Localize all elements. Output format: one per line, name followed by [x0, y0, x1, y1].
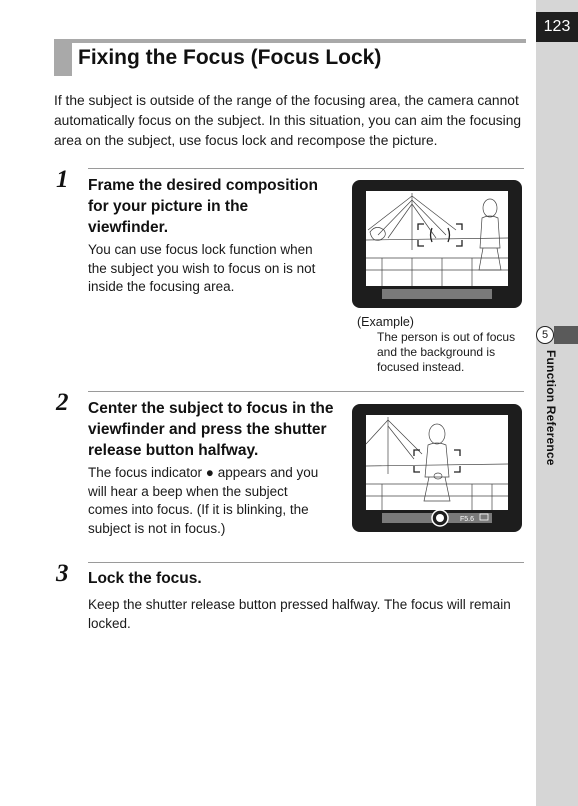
- step-1-rule: [88, 168, 524, 169]
- heading-accent: [54, 39, 72, 76]
- step-3-title: Lock the focus.: [88, 570, 202, 587]
- chapter-number: 5: [536, 326, 554, 344]
- caption-text: The person is out of focus and the background is focused instead.: [377, 330, 516, 374]
- step-2-title: Center the subject to focus in the viewfinder and press the shutter release button halfway.: [88, 400, 334, 459]
- viewfinder-example-2: [352, 404, 522, 532]
- step-1-title: Frame the desired composition for your picture in the viewfinder.: [88, 177, 318, 236]
- caption-title: (Example): [357, 315, 414, 329]
- step-3-body: Keep the shutter release button pressed halfway. The focus will remain locked.: [88, 597, 511, 631]
- step-3-number: 3: [56, 560, 69, 587]
- chapter-bar: [554, 326, 578, 344]
- viewfinder-example-1: [352, 180, 522, 308]
- step-3-rule: [88, 562, 524, 563]
- step-1-body: You can use focus lock function when the subject you wish to focus on is not inside the focusing area.: [88, 242, 316, 294]
- step-1-number: 1: [56, 166, 69, 193]
- page-title: Fixing the Focus (Focus Lock): [78, 46, 382, 69]
- aperture-readout: F5.6: [460, 516, 475, 523]
- step-2-body: The focus indicator ● appears and you will hear a beep when the subject comes into focus. (If it is blinking, the subject is not in focus.): [88, 465, 319, 536]
- chapter-label: Function Reference: [544, 350, 558, 466]
- step-2-rule: [88, 391, 524, 392]
- intro-paragraph: If the subject is outside of the range of the focusing area, the camera cannot automatically focus on the subject. In this situation, you can aim the focusing area on the subject, use focus lock and recompose the picture.: [54, 93, 522, 148]
- page-number: 123: [536, 12, 578, 42]
- heading-rule: [54, 39, 526, 43]
- step-2-number: 2: [56, 389, 69, 416]
